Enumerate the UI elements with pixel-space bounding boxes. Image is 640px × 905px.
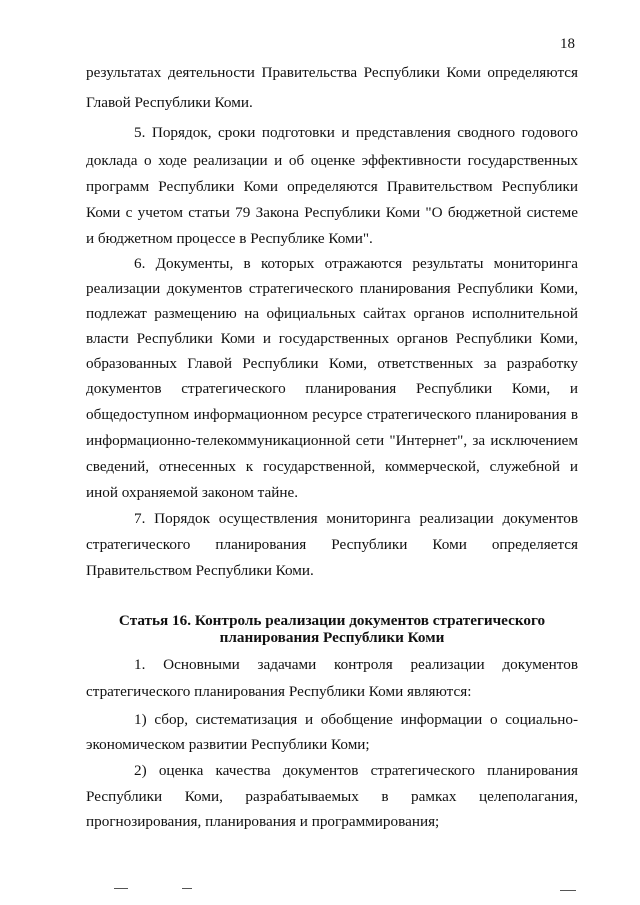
text-line: стратегического планирования Республики Коми определяется (86, 536, 578, 553)
text-line: иной охраняемой законом тайне. (86, 484, 299, 501)
text-line: стратегического планирования Республики Коми являются: (86, 683, 472, 700)
text-line: 7. Порядок осуществления мониторинга реализации документов (134, 510, 578, 527)
text-line: прогнозирования, планирования и программирования; (86, 813, 440, 830)
text-line: Республики Коми, разрабатываемых в рамках целеполагания, (86, 788, 578, 805)
article-heading-line-1: Статья 16. Контроль реализации документов стратегического (118, 612, 546, 629)
scan-speck (114, 888, 128, 889)
page-number: 18 (560, 36, 575, 52)
text-line: подлежат размещению на официальных сайтах органов исполнительной (86, 305, 578, 322)
text-line: сведений, отнесенных к государственной, коммерческой, служебной и (86, 458, 578, 475)
text-line: образованных Главой Республики Коми, ответственных за разработку (86, 355, 578, 372)
text-line: результатах деятельности Правительства Республики Коми определяются (86, 64, 578, 81)
text-line: Правительством Республики Коми. (86, 562, 314, 579)
text-line: 6. Документы, в которых отражаются результаты мониторинга (134, 255, 578, 272)
text-line: 1) сбор, систематизация и обобщение информации о социально- (134, 711, 578, 728)
text-line: Коми с учетом статьи 79 Закона Республики Коми "О бюджетной системе (86, 204, 578, 221)
article-heading-line-2: планирования Республики Коми (219, 629, 445, 646)
text-line: 1. Основными задачами контроля реализации документов (134, 656, 578, 673)
text-line: власти Республики Коми и государственных органов Республики Коми, (86, 330, 578, 347)
text-line: и бюджетном процессе в Республике Коми". (86, 230, 373, 247)
text-line: 5. Порядок, сроки подготовки и представления сводного годового (134, 124, 578, 141)
text-line: реализации документов стратегического планирования Республики Коми, (86, 280, 578, 297)
scan-speck (182, 888, 192, 889)
text-line: программ Республики Коми определяются Правительством Республики (86, 178, 578, 195)
text-line: Главой Республики Коми. (86, 94, 253, 111)
text-line: общедоступном информационном ресурсе стратегического планирования в (86, 406, 578, 423)
text-line: доклада о ходе реализации и об оценке эффективности государственных (86, 152, 578, 169)
text-line: информационно-телекоммуникационной сети "Интернет", за исключением (86, 432, 578, 449)
text-line: 2) оценка качества документов стратегического планирования (134, 762, 578, 779)
text-line: документов стратегического планирования Республики Коми, и (86, 380, 578, 397)
text-line: экономическом развитии Республики Коми; (86, 736, 370, 753)
scan-speck (560, 890, 576, 891)
